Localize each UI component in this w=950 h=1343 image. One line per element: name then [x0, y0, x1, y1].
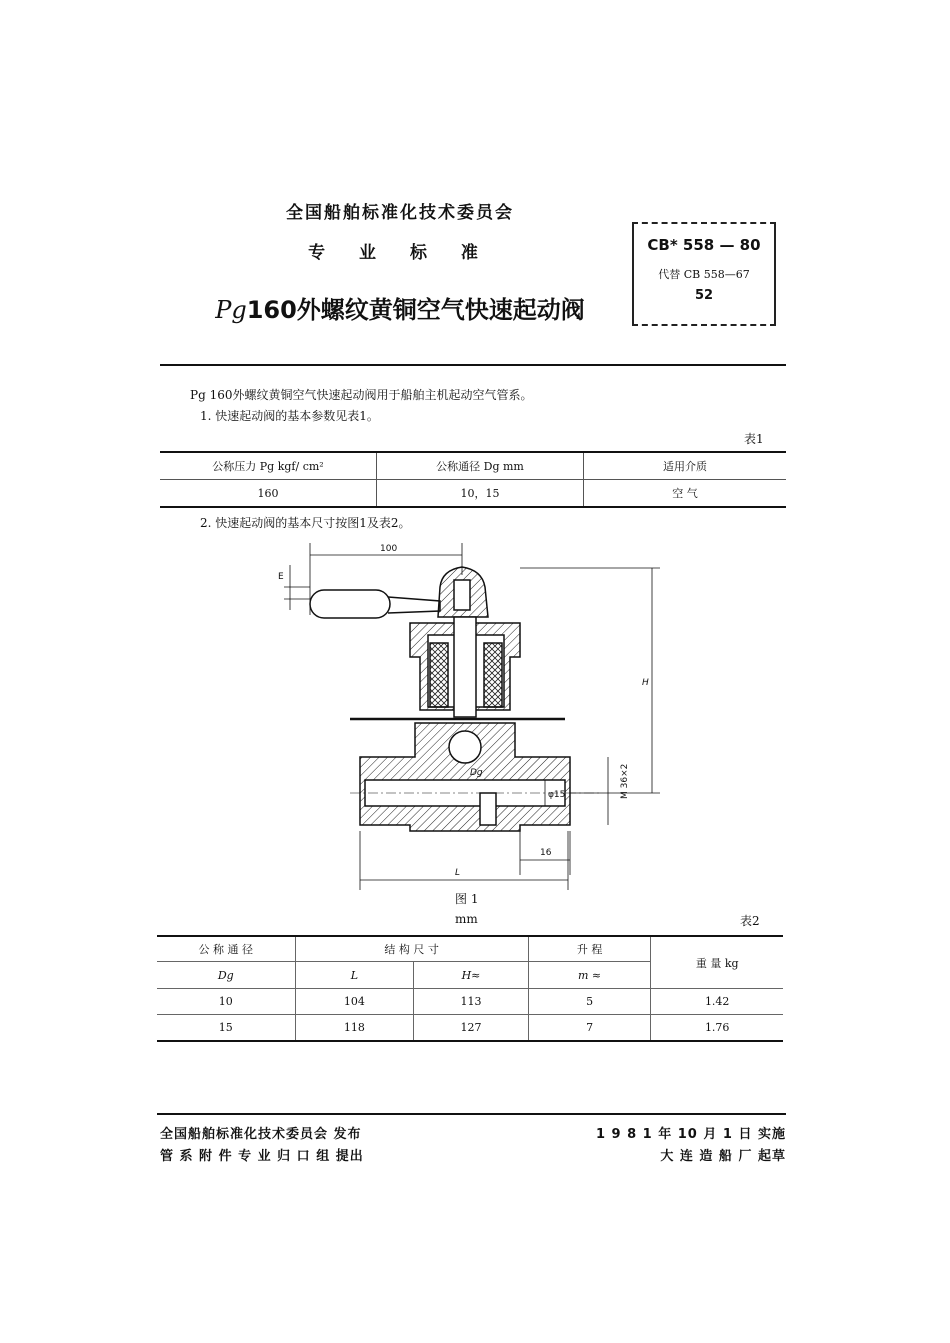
dim-dg: Dg [470, 768, 483, 778]
dim-phi15: φ15 [548, 790, 566, 800]
t2-cell: 10 [157, 989, 295, 1015]
t2-header-struct: 结 构 尺 寸 [295, 936, 528, 962]
title-symbol: Pg [215, 296, 247, 324]
t2-cell: 113 [414, 989, 529, 1015]
standard-type: 专 业 标 准 [308, 243, 492, 263]
table1-label: 表1 [744, 432, 764, 446]
dim-16: 16 [540, 848, 552, 858]
footer-rule [157, 1113, 786, 1115]
t1-cell-diameter: 10，15 [377, 480, 584, 508]
drafter: 大 连 造 船 厂 起草 [660, 1149, 786, 1164]
dim-h: H [642, 678, 649, 688]
item-1: 1. 快速起动阀的基本参数见表1。 [200, 409, 379, 423]
t2-cell: 1.76 [651, 1015, 783, 1042]
table-2 [157, 935, 783, 1042]
t2-header-dn: 公 称 通 径 [157, 936, 295, 962]
t2-header-lift: 升 程 [528, 936, 651, 962]
table-row [157, 1015, 783, 1042]
t1-cell-pressure: 160 [160, 480, 377, 508]
t2-cell: 104 [295, 989, 414, 1015]
intro-text: Pg 160外螺纹黄铜空气快速起动阀用于船舶主机起动空气管系。 [190, 388, 533, 402]
t2-cell: 118 [295, 1015, 414, 1042]
t1-header-diameter: 公称通径 Dg mm [377, 452, 584, 480]
t2-header-l: L [295, 962, 414, 989]
table-row [160, 480, 786, 508]
replaces-code: 代替 CB 558—67 [658, 268, 750, 281]
table2-label: 表2 [740, 914, 760, 928]
t2-cell: 127 [414, 1015, 529, 1042]
table-row [157, 936, 783, 962]
dim-e: E [278, 572, 284, 582]
standard-code: CB* 558 — 80 [647, 236, 761, 254]
table2-unit: mm [455, 912, 478, 926]
title-text: 160外螺纹黄铜空气快速起动阀 [246, 296, 585, 324]
t2-header-h: H≈ [414, 962, 529, 989]
table-row [160, 452, 786, 480]
t1-header-medium: 适用介质 [584, 452, 787, 480]
t2-cell: 1.42 [651, 989, 783, 1015]
standard-number: 52 [694, 288, 714, 303]
t1-header-pressure: 公称压力 Pg kgf/ cm² [160, 452, 377, 480]
t2-cell: 5 [528, 989, 651, 1015]
publisher: 全国船舶标准化技术委员会 发布 [160, 1127, 362, 1142]
dim-m36: M 36×2 [620, 763, 630, 799]
t2-header-weight: 重 量 kg [651, 936, 783, 989]
table-row [157, 989, 783, 1015]
item-2: 2. 快速起动阀的基本尺寸按图1及表2。 [200, 516, 411, 530]
dim-l: L [455, 868, 461, 878]
effective-date: 1 9 8 1 年 10 月 1 日 实施 [595, 1127, 786, 1142]
dim-100: 100 [380, 544, 398, 554]
figure-caption: 图 1 [455, 892, 479, 906]
t2-header-lift-sym: m ≈ [528, 962, 651, 989]
t2-cell: 15 [157, 1015, 295, 1042]
committee-name: 全国船舶标准化技术委员会 [286, 203, 514, 223]
valve-drawing [270, 535, 670, 895]
header-rule [160, 364, 786, 366]
t1-cell-medium: 空 气 [584, 480, 787, 508]
proposer: 管 系 附 件 专 业 归 口 组 提出 [160, 1149, 364, 1164]
t2-header-dn-sym: Dg [157, 962, 295, 989]
t2-cell: 7 [528, 1015, 651, 1042]
table-1 [160, 451, 786, 508]
